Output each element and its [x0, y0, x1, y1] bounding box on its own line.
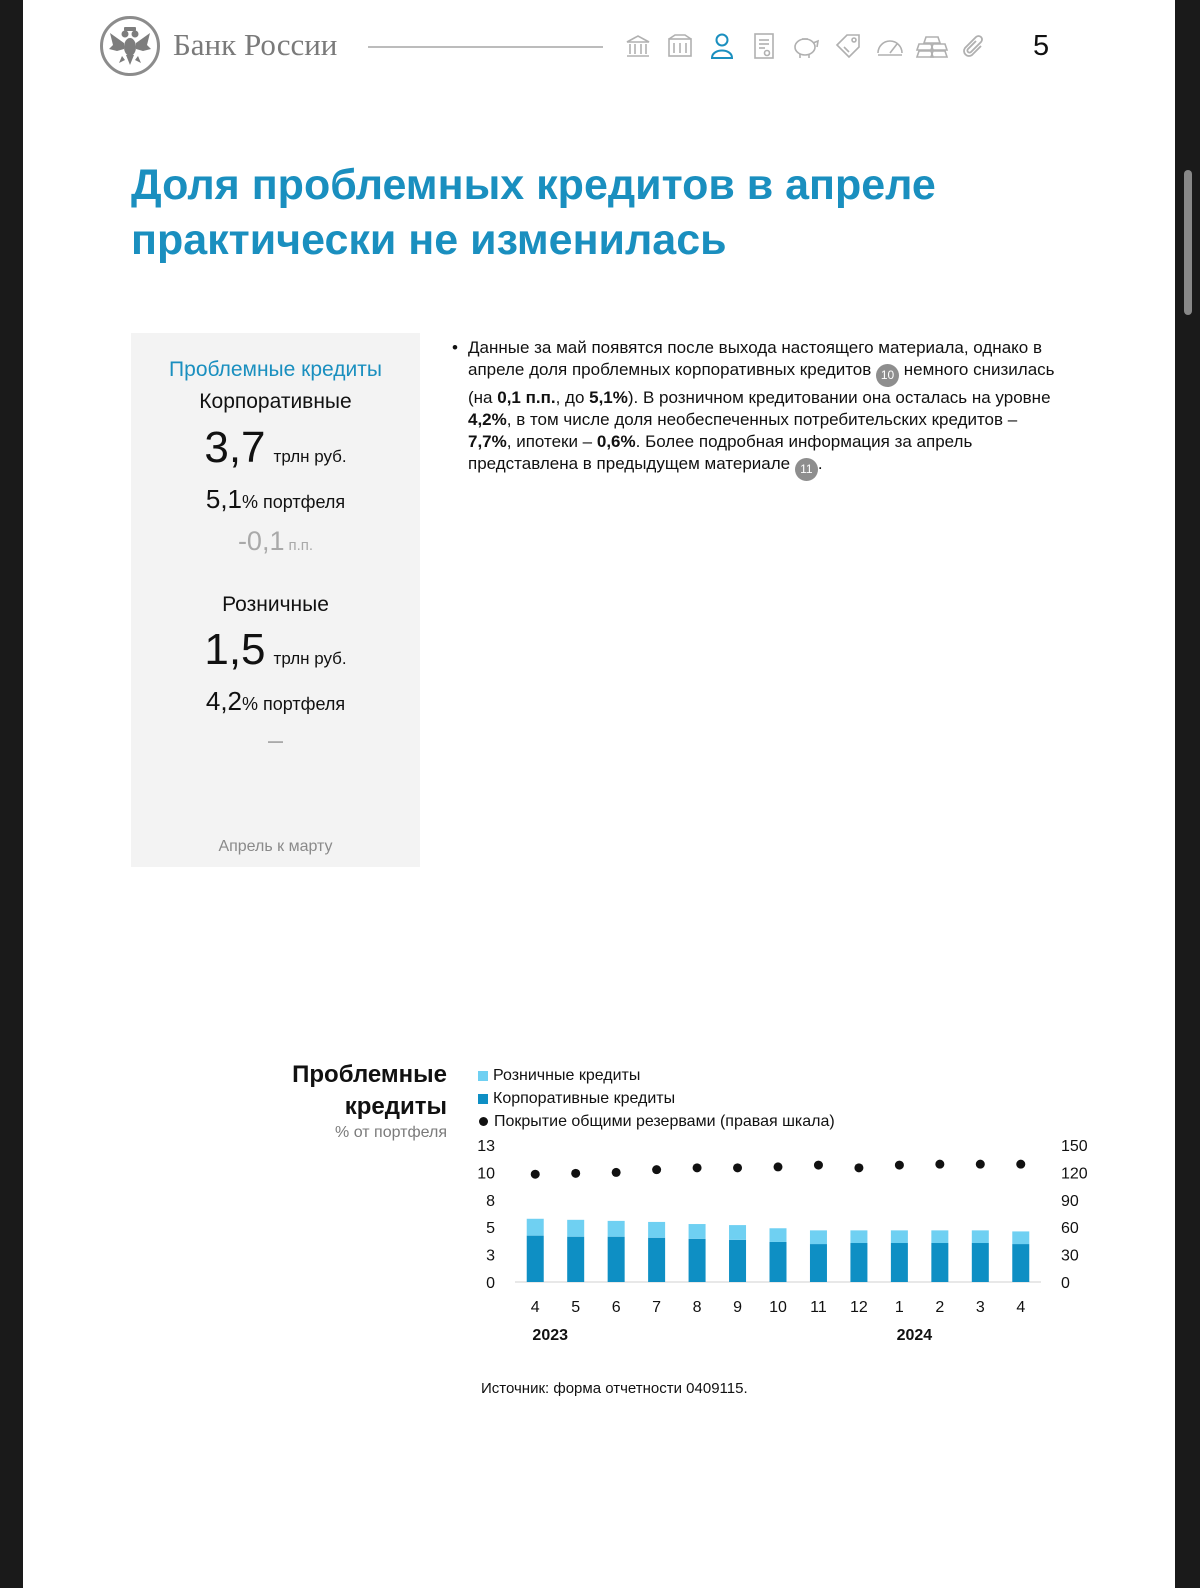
- bold-value: 7,7%: [468, 432, 507, 451]
- y-right-tick-label: 90: [1061, 1192, 1079, 1210]
- bar-retail: [689, 1224, 706, 1239]
- coverage-point: [854, 1163, 863, 1172]
- bar-retail: [608, 1221, 625, 1237]
- coverage-point: [531, 1170, 540, 1179]
- text-segment: , ипотеки –: [506, 432, 597, 451]
- text-segment: . Более подробная информация за апрель представлена в предыдущем материале: [468, 432, 973, 473]
- legend-swatch-corporate: [478, 1094, 488, 1104]
- person-icon[interactable]: [705, 28, 739, 64]
- bar-corporate: [648, 1238, 665, 1282]
- bar-retail: [648, 1222, 665, 1238]
- x-tick-label: 7: [652, 1299, 662, 1316]
- bar-retail: [810, 1230, 827, 1244]
- corporate-amount: [131, 423, 420, 473]
- bar-corporate: [770, 1242, 787, 1282]
- x-tick-label: 5: [571, 1299, 581, 1316]
- bank-name: Банк России: [173, 27, 338, 62]
- legend-swatch-retail: [478, 1071, 488, 1081]
- text-segment: Данные за май появятся после выхода настоящего материала, однако в апреле доля проблемных корпоративных кредитов: [468, 338, 1042, 379]
- piggy-bank-icon[interactable]: [789, 28, 823, 64]
- reference-link-10[interactable]: 10: [876, 364, 899, 387]
- bar-retail: [891, 1230, 908, 1243]
- coverage-point: [976, 1160, 985, 1169]
- y-left-tick-label: 10: [477, 1165, 495, 1183]
- header-divider: [368, 46, 603, 48]
- text-segment: ). В розничном кредитовании она осталась на уровне: [627, 388, 1051, 407]
- y-left-tick-label: 8: [486, 1192, 495, 1210]
- paperclip-icon[interactable]: [957, 28, 991, 64]
- y-left-tick-label: 0: [486, 1275, 495, 1292]
- text-segment: немного снизилась (на: [468, 360, 1055, 407]
- legend-item-corporate: [478, 1087, 835, 1110]
- bar-retail: [850, 1230, 867, 1243]
- bar-corporate: [972, 1243, 989, 1282]
- chart-subtitle: % от портфеля: [335, 1124, 447, 1141]
- year-label: 2023: [532, 1327, 569, 1344]
- retail-amount-value: 1,5: [204, 625, 266, 674]
- text-segment: , до: [555, 388, 590, 407]
- coverage-point: [774, 1162, 783, 1171]
- x-tick-label: 3: [975, 1299, 985, 1316]
- x-tick-label: 2: [935, 1299, 945, 1316]
- bar-corporate: [1012, 1244, 1029, 1282]
- retail-change-value: –: [267, 725, 284, 755]
- document-icon[interactable]: [747, 28, 781, 64]
- panel-heading: Проблемные кредиты: [169, 358, 382, 381]
- bar-retail: [972, 1230, 989, 1243]
- coverage-point: [935, 1160, 944, 1169]
- bold-value: 4,2%: [468, 410, 507, 429]
- x-tick-label: 10: [769, 1299, 787, 1316]
- retail-share-unit: % портфеля: [242, 694, 346, 714]
- corporate-label: Корпоративные: [199, 390, 352, 413]
- corporate-share-unit: % портфеля: [242, 492, 346, 512]
- document-page: [23, 0, 1175, 1588]
- x-tick-label: 4: [1016, 1299, 1026, 1316]
- bar-retail: [567, 1220, 584, 1237]
- bar-corporate: [689, 1239, 706, 1282]
- year-label: 2024: [896, 1327, 933, 1344]
- corporate-share: [131, 484, 420, 515]
- corporate-share-value: 5,1: [205, 484, 243, 514]
- bar-corporate: [527, 1236, 544, 1282]
- corporate-amount-value: 3,7: [204, 423, 266, 472]
- x-tick-label: 4: [530, 1299, 540, 1316]
- section-navigation: [621, 28, 991, 64]
- bar-retail: [729, 1225, 746, 1240]
- y-right-tick-label: 30: [1061, 1247, 1079, 1265]
- y-right-tick-label: 60: [1061, 1220, 1079, 1238]
- x-tick-label: 8: [692, 1299, 702, 1316]
- legend-item-coverage: [478, 1110, 835, 1133]
- coverage-point: [895, 1161, 904, 1170]
- legend-item-retail: [478, 1064, 835, 1087]
- bar-corporate: [567, 1237, 584, 1282]
- y-left-tick-label: 3: [486, 1247, 495, 1265]
- bold-value: 0,1 п.п.: [497, 388, 556, 407]
- bar-corporate: [810, 1244, 827, 1282]
- retail-amount: [131, 625, 420, 675]
- corporate-amount-unit: трлн руб.: [273, 447, 347, 466]
- coverage-point: [1016, 1160, 1025, 1169]
- page-title: Доля проблемных кредитов в апреле практически не изменилась: [131, 161, 936, 264]
- bold-value: 5,1%: [589, 388, 628, 407]
- bar-retail: [931, 1230, 948, 1243]
- retail-label: Розничные: [222, 593, 329, 616]
- problem-loans-chart: [453, 1140, 1093, 1360]
- bar-corporate: [931, 1243, 948, 1282]
- chart-legend: [478, 1064, 835, 1133]
- x-tick-label: 6: [611, 1299, 621, 1316]
- bar-retail: [527, 1219, 544, 1236]
- coverage-point: [814, 1161, 823, 1170]
- legend-dot-coverage: [479, 1117, 488, 1126]
- retail-share-value: 4,2: [205, 686, 243, 716]
- coverage-point: [733, 1163, 742, 1172]
- bar-corporate: [729, 1240, 746, 1282]
- y-right-tick-label: 120: [1061, 1165, 1088, 1183]
- x-tick-label: 9: [733, 1299, 742, 1316]
- gold-bars-icon[interactable]: [915, 28, 949, 64]
- bar-corporate: [891, 1243, 908, 1282]
- text-segment: , в том числе доля необеспеченных потребительских кредитов –: [506, 410, 1018, 429]
- panel-footer: Апрель к марту: [218, 838, 333, 855]
- y-right-tick-label: 150: [1061, 1140, 1088, 1155]
- corporate-change-value: -0,1: [237, 526, 285, 556]
- vertical-scrollbar[interactable]: [1184, 170, 1192, 315]
- x-tick-label: 1: [894, 1299, 904, 1316]
- x-tick-label: 11: [810, 1299, 827, 1316]
- bold-value: 0,6%: [596, 432, 636, 451]
- statistics-building-icon[interactable]: [663, 28, 697, 64]
- corporate-change-unit: п.п.: [288, 537, 314, 554]
- text-segment: .: [817, 454, 823, 473]
- coverage-point: [571, 1169, 580, 1178]
- problem-loans-summary-panel: [131, 333, 420, 867]
- coverage-point: [612, 1168, 621, 1177]
- coverage-point: [652, 1165, 661, 1174]
- legend-label-coverage: Покрытие общими резервами (правая шкала): [494, 1112, 835, 1130]
- bar-corporate: [850, 1243, 867, 1282]
- legend-label-retail: Розничные кредиты: [493, 1066, 641, 1084]
- tag-icon[interactable]: [831, 28, 865, 64]
- x-tick-label: 12: [850, 1299, 868, 1316]
- page-number: 5: [1033, 30, 1050, 62]
- bar-retail: [1012, 1231, 1029, 1244]
- retail-amount-unit: трлн руб.: [273, 649, 347, 668]
- y-right-tick-label: 0: [1061, 1275, 1070, 1292]
- y-left-tick-label: 13: [477, 1140, 495, 1155]
- bank-logo: [100, 16, 160, 76]
- bar-retail: [770, 1228, 787, 1242]
- legend-label-corporate: Корпоративные кредиты: [493, 1089, 676, 1107]
- retail-change: [131, 725, 420, 756]
- retail-share: [131, 686, 420, 717]
- commentary-bullet: [452, 337, 1062, 481]
- speedometer-icon[interactable]: [873, 28, 907, 64]
- corporate-change: [131, 526, 420, 557]
- bank-building-icon[interactable]: [621, 28, 655, 64]
- reference-link-11[interactable]: 11: [795, 458, 818, 481]
- coverage-point: [693, 1163, 702, 1172]
- bar-corporate: [608, 1237, 625, 1282]
- source-note: Источник: форма отчетности 0409115.: [481, 1380, 748, 1397]
- chart-title: Проблемные кредиты: [292, 1061, 447, 1120]
- y-left-tick-label: 5: [486, 1220, 495, 1238]
